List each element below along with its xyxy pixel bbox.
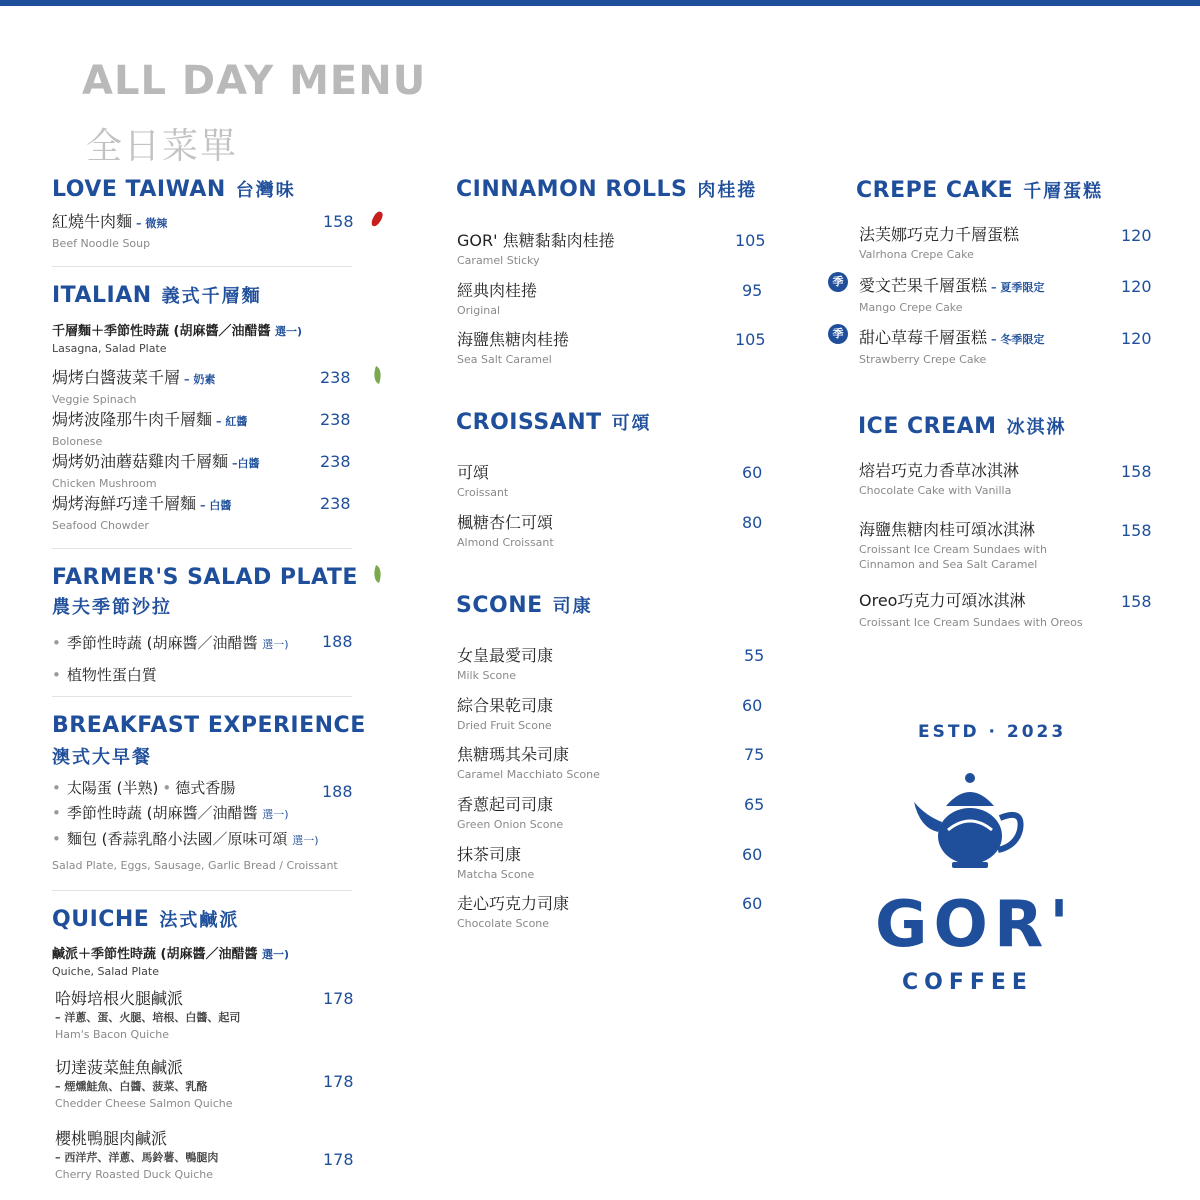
menu-item — [859, 591, 1083, 630]
item-tag: – 夏季限定 — [991, 281, 1045, 294]
item-name: 切達菠菜鮭魚鹹派 — [55, 1058, 184, 1077]
desc-choice: 選一) — [262, 948, 290, 961]
chili-icon — [370, 210, 385, 228]
section-description — [52, 943, 289, 978]
leaf-icon — [371, 565, 385, 583]
bullet-item: • 植物性蛋白質 — [52, 666, 157, 684]
desc-text: 千層麵＋季節性時蔬 (胡麻醬／油醋醬 — [52, 324, 271, 339]
item-ingredients: – 洋蔥、蛋、火腿、培根、白醬、起司 — [55, 1011, 241, 1024]
bullet-text: 太陽蛋 (半熟) — [66, 779, 159, 797]
section-title-en: CROISSANT — [456, 410, 602, 435]
item-price: 158 — [1121, 462, 1152, 481]
page-title: ALL DAY MENU — [82, 58, 427, 104]
section-title-en: ICE CREAM — [858, 414, 997, 439]
item-name-en: Chocolate Cake with Vanilla — [859, 484, 1012, 497]
item-name-en: Mango Crepe Cake — [859, 301, 963, 314]
section-title-zh: 義式千層麵 — [161, 286, 262, 307]
item-name: Oreo巧克力可頌冰淇淋 — [859, 591, 1026, 610]
teapot-icon — [912, 770, 1032, 870]
section-title-breakfast: BREAKFAST EXPERIENCE — [52, 713, 366, 738]
section-title-zh: 台灣味 — [235, 180, 296, 201]
item-price: 120 — [1121, 226, 1152, 245]
desc-choice: 選一) — [275, 325, 303, 338]
menu-item — [52, 368, 215, 407]
desc-en: Quiche, Salad Plate — [52, 965, 159, 978]
section-title-quiche — [52, 906, 239, 935]
page-title-zh: 全日菜單 — [86, 126, 239, 167]
item-price: 60 — [742, 845, 763, 864]
section-title-italian — [52, 282, 262, 311]
item-name-en: Sea Salt Caramel — [457, 353, 552, 366]
divider — [52, 548, 352, 549]
section-title-en: CINNAMON ROLLS — [456, 177, 688, 202]
section-title-zh: 農夫季節沙拉 — [52, 597, 172, 618]
bullet-text: 植物性蛋白質 — [66, 666, 157, 684]
bullet-item: • 太陽蛋 (半熟) • 德式香腸 — [52, 779, 236, 797]
item-name: 愛文芒果千層蛋糕 — [859, 276, 988, 295]
section-title-crepe — [856, 177, 1103, 206]
item-tag: – 紅醬 — [216, 415, 248, 428]
section-title-zh: 司康 — [552, 596, 593, 617]
section-title-en: SCONE — [456, 593, 543, 618]
bullet-item: • 季節性時蔬 (胡麻醬／油醋醬 選一) — [52, 804, 289, 822]
leaf-icon — [371, 366, 385, 384]
item-price: 80 — [742, 513, 763, 532]
logo-brand: GOR' — [875, 888, 1075, 962]
item-name-en: Caramel Sticky — [457, 254, 540, 267]
item-name-en: Croissant — [457, 486, 509, 499]
item-price: 238 — [320, 494, 351, 513]
item-name-en: Chicken Mushroom — [52, 477, 157, 490]
menu-item — [457, 463, 508, 500]
item-name: 焗烤奶油蘑菇雞肉千層麵 — [52, 452, 229, 471]
top-border — [0, 0, 1200, 6]
item-name: 楓糖杏仁可頌 — [457, 513, 554, 532]
item-name: 香蔥起司司康 — [457, 795, 554, 814]
item-price: 75 — [744, 745, 765, 764]
section-title-zh: 肉桂捲 — [697, 180, 758, 201]
bullet-list — [52, 776, 338, 873]
item-name: 櫻桃鴨腿肉鹹派 — [55, 1129, 168, 1148]
item-name-en: Seafood Chowder — [52, 519, 149, 532]
item-price: 60 — [742, 463, 763, 482]
item-price: 178 — [323, 1072, 354, 1091]
bullet-choice: 選一) — [262, 808, 289, 821]
section-title-icecream — [858, 413, 1067, 442]
item-name-en: Cherry Roasted Duck Quiche — [55, 1168, 214, 1181]
menu-item — [457, 845, 534, 882]
item-price: 158 — [1121, 592, 1152, 611]
item-price: 178 — [323, 1150, 354, 1169]
item-price: 60 — [742, 696, 763, 715]
menu-item — [859, 276, 1044, 315]
bullet-text: 德式香腸 — [175, 779, 236, 797]
section-title-zh: 法式鹹派 — [159, 910, 240, 931]
section-title-love-taiwan — [52, 176, 296, 205]
item-tag: – 微辣 — [136, 217, 168, 230]
menu-item — [859, 225, 1019, 262]
item-name-en: Caramel Macchiato Scone — [457, 768, 600, 781]
item-price: 188 — [322, 782, 353, 801]
menu-item — [55, 1058, 233, 1111]
item-name-en: Croissant Ice Cream Sundaes with — [859, 543, 1047, 556]
item-price: 105 — [735, 231, 766, 250]
menu-item — [859, 520, 1047, 572]
item-price: 120 — [1121, 277, 1152, 296]
item-name-en: Milk Scone — [457, 669, 516, 682]
item-name: 焗烤波隆那牛肉千層麵 — [52, 410, 213, 429]
item-name: 焗烤白醬菠菜千層 — [52, 368, 181, 387]
item-price: 188 — [322, 632, 353, 651]
item-name: 可頌 — [457, 463, 490, 482]
bullet-item: • 麵包 (香蒜乳酪小法國／原味可頌 選一) — [52, 830, 319, 848]
item-price: 238 — [320, 452, 351, 471]
item-tag: – 奶素 — [184, 373, 216, 386]
item-name: 哈姆培根火腿鹹派 — [55, 989, 184, 1008]
bullet-choice: 選一) — [292, 834, 319, 847]
section-title-en: ITALIAN — [52, 283, 152, 308]
menu-item — [457, 696, 553, 733]
item-name-en: Valrhona Crepe Cake — [859, 248, 974, 261]
section-description — [52, 320, 302, 355]
item-tag: – 冬季限定 — [991, 333, 1045, 346]
item-name: 海鹽焦糖肉桂捲 — [457, 330, 570, 349]
item-name: 法芙娜巧克力千層蛋糕 — [859, 225, 1020, 244]
item-ingredients: – 煙燻鮭魚、白醬、菠菜、乳酪 — [55, 1080, 208, 1093]
item-name-en: Original — [457, 304, 501, 317]
item-name-en: Green Onion Scone — [457, 818, 564, 831]
divider — [52, 890, 352, 891]
item-name-en: Chocolate Scone — [457, 917, 550, 930]
item-tag: – 白醬 — [200, 499, 232, 512]
section-title-cinnamon — [456, 176, 757, 205]
menu-item — [457, 281, 537, 318]
logo-subtitle: COFFEE — [902, 970, 1033, 995]
desc-text: 鹹派＋季節性時蔬 (胡麻醬／油醋醬 — [52, 947, 258, 962]
item-name: 抹茶司康 — [457, 845, 522, 864]
section-title-zh: 可頌 — [611, 413, 652, 434]
bullet-text: 季節性時蔬 (胡麻醬／油醋醬 — [66, 634, 258, 652]
menu-item — [457, 513, 554, 550]
menu-item — [457, 894, 569, 931]
item-name: GOR' 焦糖黏黏肉桂捲 — [457, 231, 615, 250]
section-title-croissant — [456, 409, 652, 438]
menu-item — [457, 231, 615, 268]
item-price: 178 — [323, 989, 354, 1008]
item-name-en-line2: Cinnamon and Sea Salt Caramel — [859, 558, 1038, 571]
item-name-en: Matcha Scone — [457, 868, 535, 881]
desc-en: Lasagna, Salad Plate — [52, 342, 167, 355]
menu-item — [52, 452, 260, 491]
section-title-en: CREPE CAKE — [856, 178, 1014, 203]
item-name: 經典肉桂捲 — [457, 281, 538, 300]
section-title-zh: 冰淇淋 — [1006, 417, 1067, 438]
section-title-en: LOVE TAIWAN — [52, 177, 226, 202]
item-name-en: Salad Plate, Eggs, Sausage, Garlic Bread / Croissant — [52, 859, 338, 872]
item-name: 甜心草莓千層蛋糕 — [859, 328, 988, 347]
item-name-en: Almond Croissant — [457, 536, 554, 549]
menu-item — [457, 795, 563, 832]
menu-item — [457, 330, 569, 367]
item-ingredients: – 西洋芹、洋蔥、馬鈴薯、鴨腿肉 — [55, 1151, 219, 1164]
item-name-en: Ham's Bacon Quiche — [55, 1028, 169, 1041]
menu-item — [52, 212, 167, 251]
menu-item — [457, 646, 553, 683]
bullet-choice: 選一) — [262, 638, 289, 651]
item-price: 120 — [1121, 329, 1152, 348]
item-name: 焦糖瑪其朵司康 — [457, 745, 570, 764]
item-name: 紅燒牛肉麵 — [52, 212, 133, 231]
item-name: 綜合果乾司康 — [457, 696, 554, 715]
item-name: 熔岩巧克力香草冰淇淋 — [859, 461, 1020, 480]
item-name: 女皇最愛司康 — [457, 646, 554, 665]
item-price: 95 — [742, 281, 763, 300]
menu-item — [52, 494, 231, 533]
item-name-en: Strawberry Crepe Cake — [859, 353, 987, 366]
item-name-en: Bolonese — [52, 435, 103, 448]
section-title-farmer: FARMER'S SALAD PLATE — [52, 565, 358, 590]
item-price: 238 — [320, 410, 351, 429]
item-price: 158 — [323, 212, 354, 231]
item-price: 105 — [735, 330, 766, 349]
item-name-en: Dried Fruit Scone — [457, 719, 552, 732]
item-price: 60 — [742, 894, 763, 913]
item-price: 55 — [744, 646, 765, 665]
season-badge-icon: 季 — [828, 272, 848, 292]
menu-item — [859, 328, 1044, 367]
item-name: 走心巧克力司康 — [457, 894, 570, 913]
item-name-en: Veggie Spinach — [52, 393, 137, 406]
bullet-text: 麵包 (香蒜乳酪小法國／原味可頌 — [66, 830, 288, 848]
bullet-list — [52, 628, 289, 690]
logo-estd: ESTD · 2023 — [918, 722, 1067, 742]
item-name-en: Beef Noodle Soup — [52, 237, 151, 250]
item-name-en: Croissant Ice Cream Sundaes with Oreos — [859, 616, 1083, 629]
menu-item — [457, 745, 600, 782]
item-tag: –白醬 — [232, 457, 260, 470]
section-title-zh: 澳式大早餐 — [52, 747, 152, 768]
menu-item — [55, 1129, 218, 1182]
item-name: 海鹽焦糖肉桂可頌冰淇淋 — [859, 520, 1036, 539]
season-badge-icon: 季 — [828, 324, 848, 344]
item-price: 238 — [320, 368, 351, 387]
item-price: 65 — [744, 795, 765, 814]
bullet-text: 季節性時蔬 (胡麻醬／油醋醬 — [66, 804, 258, 822]
divider — [52, 266, 352, 267]
divider — [52, 696, 352, 697]
item-price: 158 — [1121, 521, 1152, 540]
item-name: 焗烤海鮮巧達千層麵 — [52, 494, 197, 513]
menu-item — [55, 989, 240, 1042]
section-title-zh: 千層蛋糕 — [1023, 181, 1104, 202]
menu-item — [859, 461, 1019, 498]
section-title-en: QUICHE — [52, 907, 150, 932]
menu-item — [52, 410, 247, 449]
item-name-en: Chedder Cheese Salmon Quiche — [55, 1097, 233, 1110]
bullet-item: • 季節性時蔬 (胡麻醬／油醋醬 選一) — [52, 634, 289, 652]
section-title-scone — [456, 592, 593, 621]
